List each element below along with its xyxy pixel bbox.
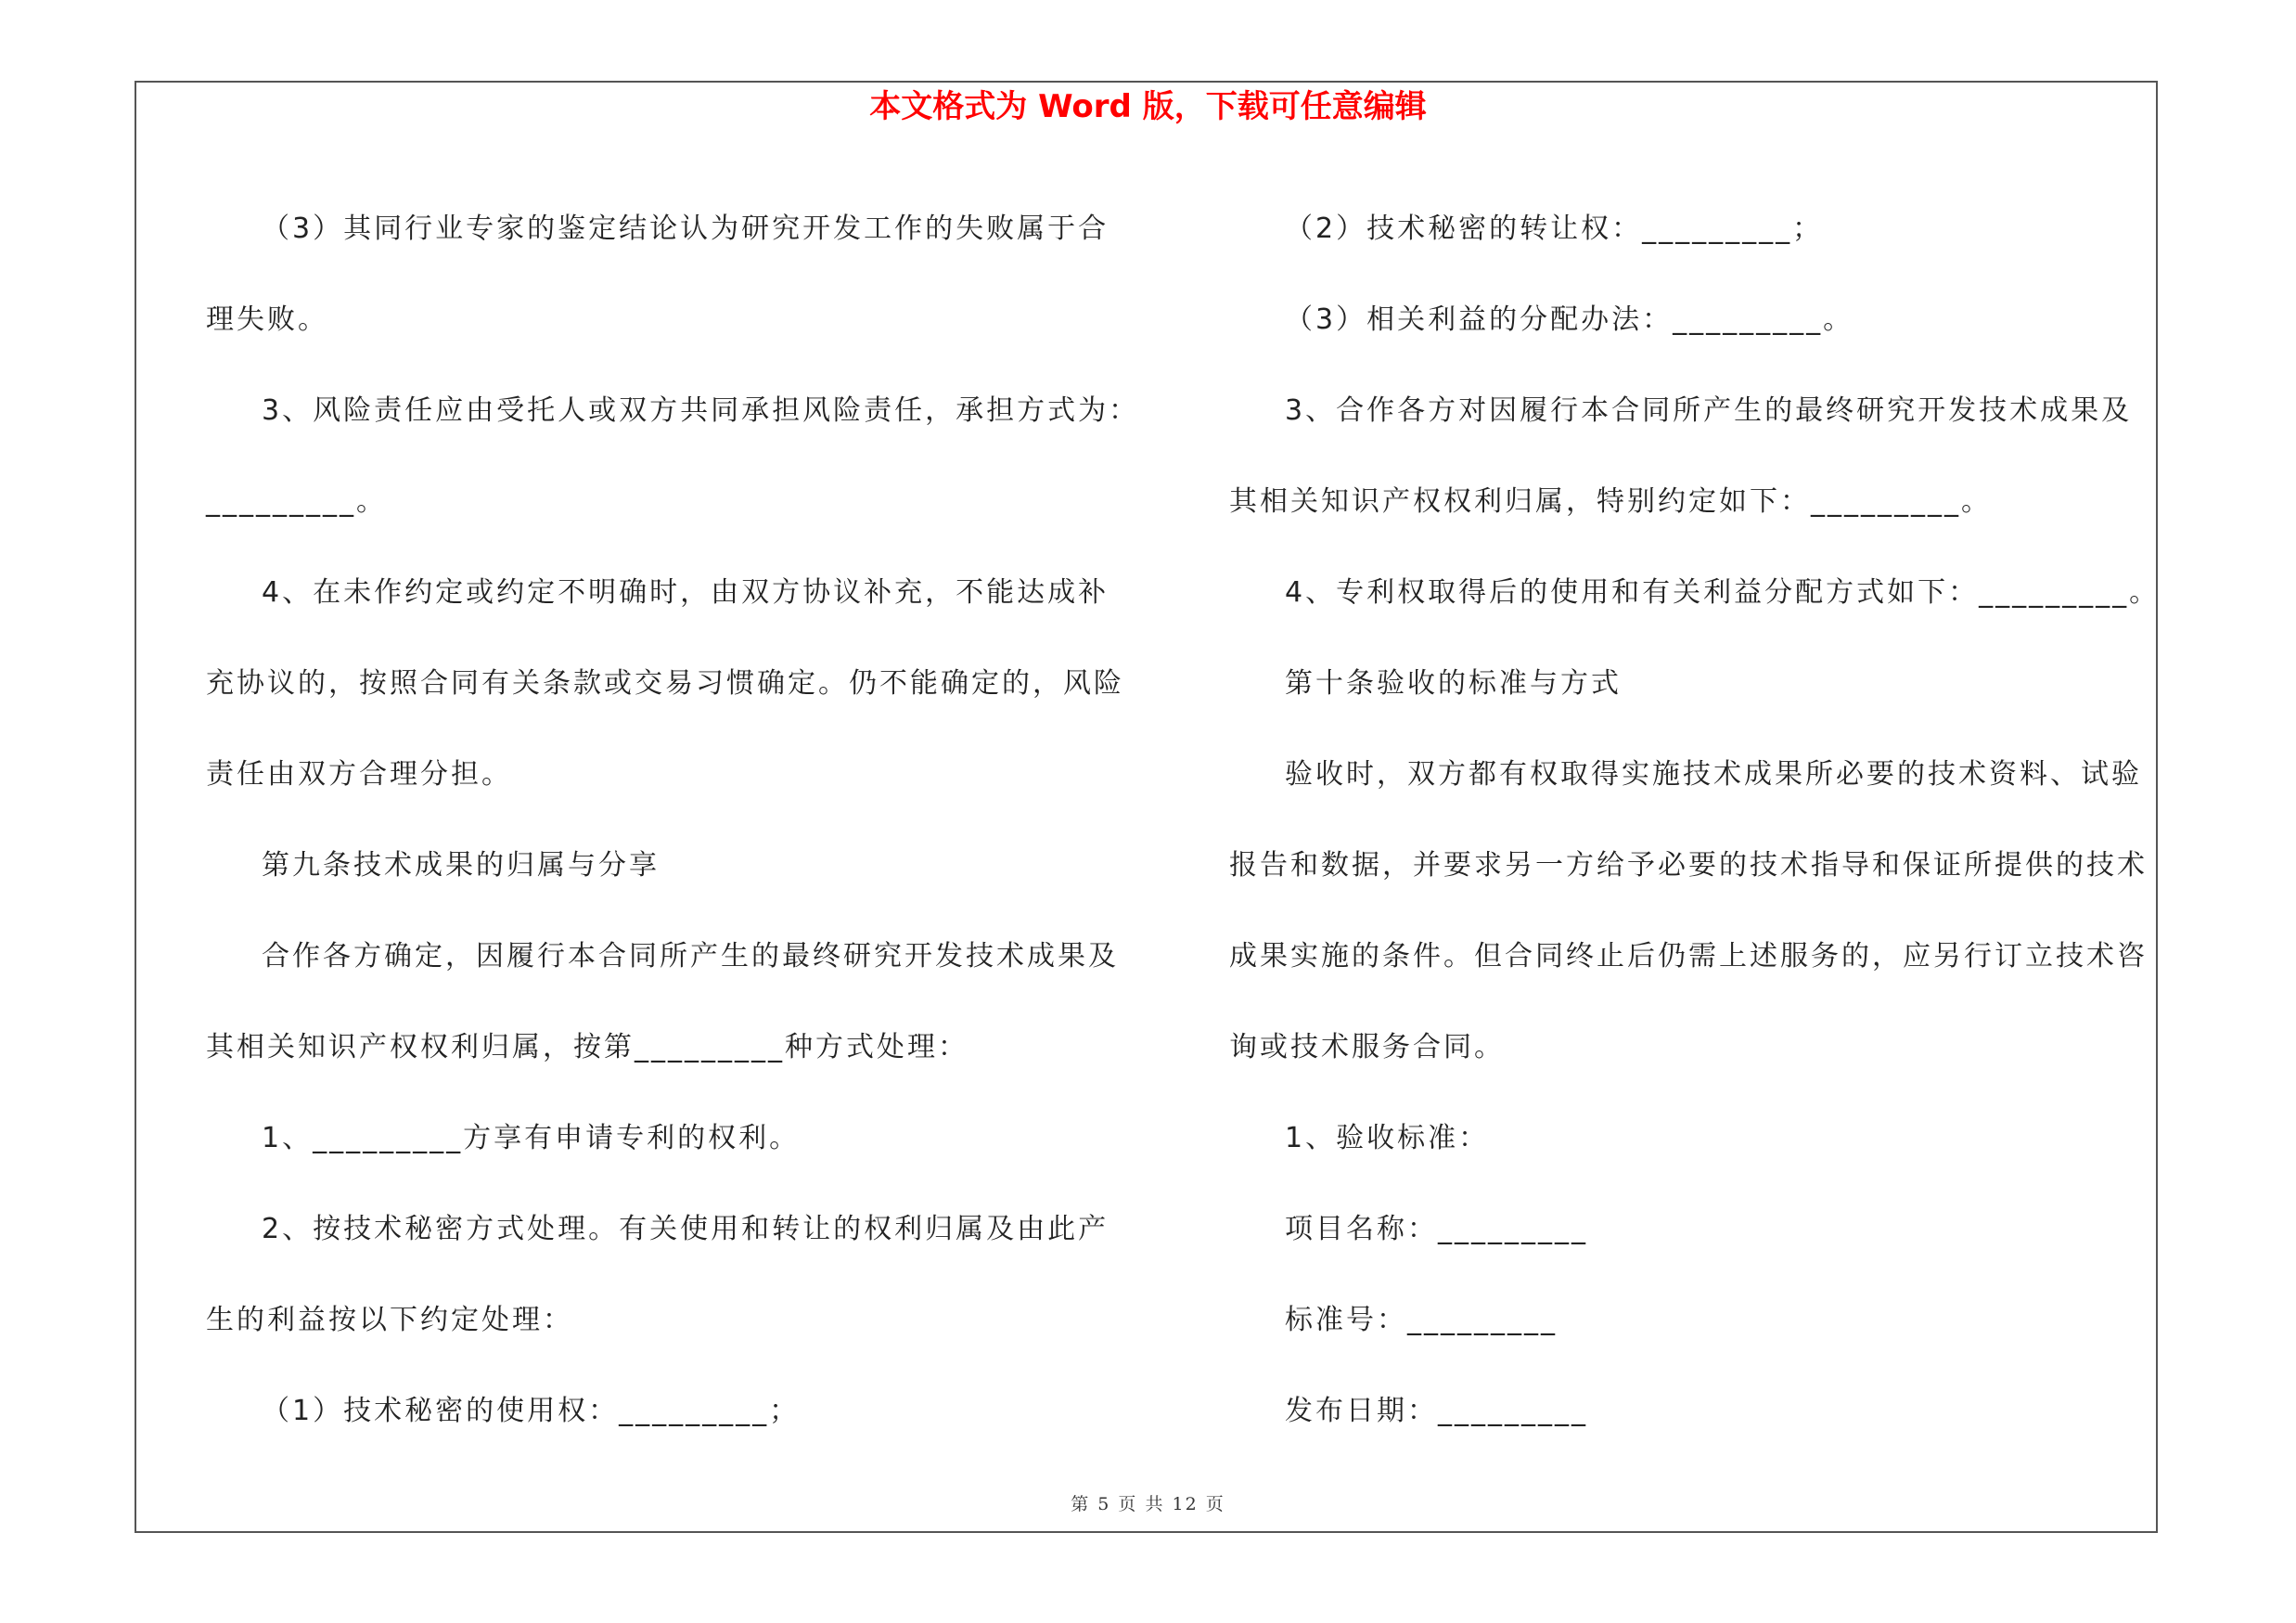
paragraph-line: （1）技术秘密的使用权：_________； bbox=[262, 1395, 801, 1427]
section-heading: 第十条验收的标准与方式 bbox=[1285, 667, 1622, 700]
form-field-line: 项目名称：_________ bbox=[1285, 1213, 1588, 1245]
paragraph-line: 充协议的，按照合同有关条款或交易习惯确定。仍不能确定的，风险 bbox=[206, 667, 1124, 700]
paragraph-line: 责任由双方合理分担。 bbox=[206, 758, 512, 791]
paragraph-line: 成果实施的条件。但合同终止后仍需上述服务的，应另行订立技术咨 bbox=[1229, 940, 2148, 973]
paragraph-line: 理失败。 bbox=[206, 303, 328, 336]
paragraph-line: （3）相关利益的分配办法：_________。 bbox=[1285, 303, 1854, 336]
paragraph-line: 验收时，双方都有权取得实施技术成果所必要的技术资料、试验 bbox=[1285, 758, 2142, 791]
right-column bbox=[1229, 184, 2161, 1457]
paragraph-line: （2）技术秘密的转让权：_________； bbox=[1285, 213, 1824, 245]
paragraph-line: 1、验收标准： bbox=[1285, 1122, 1490, 1154]
paragraph-line: 4、专利权取得后的使用和有关利益分配方式如下：_________。 bbox=[1285, 576, 2161, 609]
left-column bbox=[206, 184, 1140, 1457]
paragraph-line: _________。 bbox=[206, 485, 387, 518]
form-field-line: 发布日期：_________ bbox=[1285, 1395, 1588, 1427]
paragraph-line: 其相关知识产权权利归属，按第_________种方式处理： bbox=[206, 1031, 968, 1063]
section-heading: 第九条技术成果的归属与分享 bbox=[262, 849, 660, 882]
paragraph-line: 其相关知识产权权利归属，特别约定如下：_________。 bbox=[1229, 485, 1992, 518]
page-number-footer: 第 5 页 共 12 页 bbox=[1071, 1494, 1225, 1514]
paragraph-line: 3、风险责任应由受托人或双方共同承担风险责任，承担方式为： bbox=[262, 394, 1140, 427]
paragraph-line: 1、_________方享有申请专利的权利。 bbox=[262, 1122, 801, 1154]
form-field-line: 标准号：_________ bbox=[1285, 1304, 1558, 1336]
paragraph-line: （3）其同行业专家的鉴定结论认为研究开发工作的失败属于合 bbox=[262, 213, 1110, 245]
paragraph-line: 合作各方确定，因履行本合同所产生的最终研究开发技术成果及 bbox=[262, 940, 1119, 973]
paragraph-line: 生的利益按以下约定处理： bbox=[206, 1304, 573, 1336]
edit-notice-banner: 本文格式为 Word 版，下载可任意编辑 bbox=[869, 88, 1427, 125]
paragraph-line: 2、按技术秘密方式处理。有关使用和转让的权利归属及由此产 bbox=[262, 1213, 1110, 1245]
paragraph-line: 报告和数据，并要求另一方给予必要的技术指导和保证所提供的技术 bbox=[1229, 849, 2148, 882]
paragraph-line: 4、在未作约定或约定不明确时，由双方协议补充，不能达成补 bbox=[262, 576, 1110, 609]
paragraph-line: 询或技术服务合同。 bbox=[1229, 1031, 1505, 1063]
paragraph-line: 3、合作各方对因履行本合同所产生的最终研究开发技术成果及 bbox=[1285, 394, 2133, 427]
